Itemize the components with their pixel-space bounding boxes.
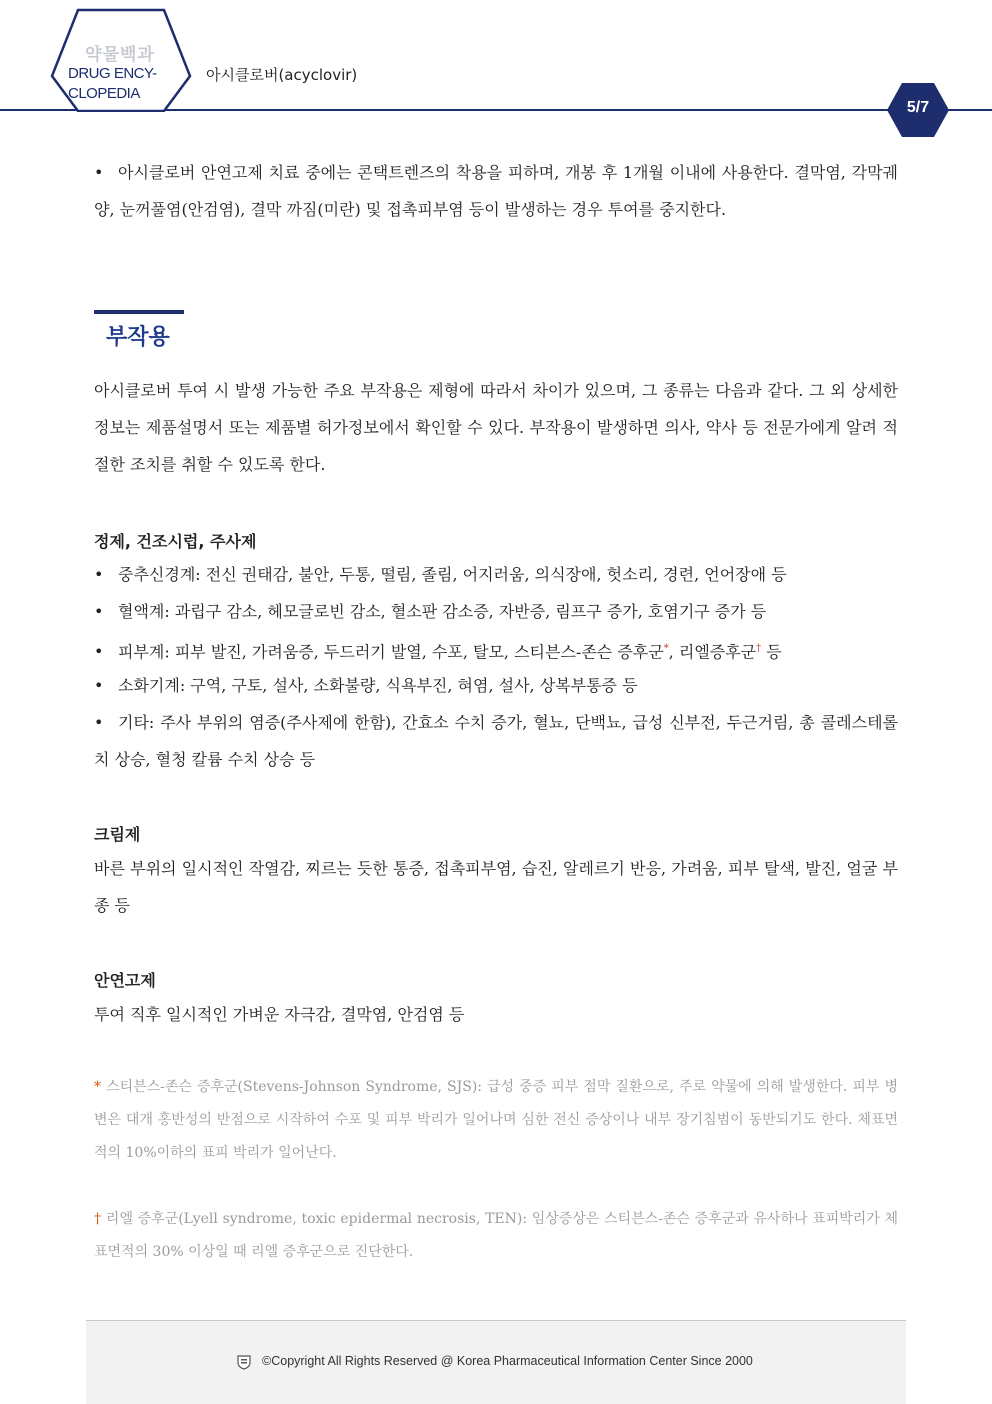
footnote-dagger-mark: †	[94, 1211, 102, 1227]
bullet-icon: •	[94, 713, 104, 732]
footnote-sjs-text: 스티븐스-존슨 증후군(Stevens-Johnson Syndrome, SJS): 급성 중증 피부 점막 질환으로, 주로 약물에 의해 발생한다. 피부 병변은 대개 홍반성의 반점으로 시작하여 수포 및 피부 박리가 일어나며 심한 전신 증상이나 내부 장기침범이 동반되기도 한다. 체표면적의 10%이하의 표피 박리가 일어난다.	[94, 1079, 898, 1161]
bullet-icon: •	[94, 602, 104, 621]
footnote-dagger-mark: †	[756, 643, 762, 654]
section-title: 부작용	[106, 325, 170, 350]
list-item-text: 피부계: 피부 발진, 가려움증, 두드러기 발열, 수포, 탈모, 스티븐스-존슨 증후군	[118, 642, 664, 662]
document-title: 아시클로버(acyclovir)	[206, 66, 358, 84]
logo-english-text	[68, 64, 178, 104]
intro-paragraph	[94, 154, 898, 228]
group-title-cream: 크림제	[94, 825, 141, 844]
footnote-ten	[94, 1203, 898, 1269]
group-title-ointment: 안연고제	[94, 971, 156, 990]
list-item-text: , 리엘증후군	[668, 642, 757, 662]
ointment-effects-text: 투여 직후 일시적인 가벼운 자극감, 결막염, 안검염 등	[94, 1005, 465, 1024]
list-item	[94, 593, 898, 630]
logo-english-line2: CLOPEDIA	[68, 85, 140, 102]
footnote-sjs	[94, 1071, 898, 1170]
list-item	[94, 704, 898, 778]
list-item-text: 기타: 주사 부위의 염증(주사제에 한함), 간효소 수치 증가, 혈뇨, 단백뇨, 급성 신부전, 두근거림, 총 콜레스테롤치 상승, 혈청 칼륨 수치 상승 등	[94, 713, 898, 769]
copyright-text: ©Copyright All Rights Reserved @ Korea Pharmaceutical Information Center Since 2000	[262, 1354, 753, 1368]
list-item-text: 소화기계: 구역, 구토, 설사, 소화불량, 식욕부진, 혀염, 설사, 상복부통증 등	[118, 676, 638, 695]
list-item-text: 혈액계: 과립구 감소, 헤모글로빈 감소, 혈소판 감소증, 자반증, 림프구 증가, 호염기구 증가 등	[118, 602, 767, 621]
footnote-ten-text: 리엘 증후군(Lyell syndrome, toxic epidermal necrosis, TEN): 임상증상은 스티븐스-존슨 증후군과 유사하나 표피박리가 체표면적의 30% 이상일 때 리엘 증후군으로 진단한다.	[94, 1211, 898, 1260]
shield-emblem-icon	[236, 1354, 252, 1370]
bullet-icon: •	[94, 565, 104, 584]
list-item	[94, 556, 898, 593]
footnote-star-mark: *	[94, 1079, 101, 1095]
bullet-icon: •	[94, 163, 104, 182]
cream-effects-text: 바른 부위의 일시적인 작열감, 찌르는 듯한 통증, 접촉피부염, 습진, 알레르기 반응, 가려움, 피부 탈색, 발진, 얼굴 부종 등	[94, 859, 898, 915]
section-intro: 아시클로버 투여 시 발생 가능한 주요 부작용은 제형에 따라서 차이가 있으며, 그 종류는 다음과 같다. 그 외 상세한 정보는 제품설명서 또는 제품별 허가정보에서 확인할 수 있다. 부작용이 발생하면 의사, 약사 등 전문가에게 알려 적절한 조치를 취할 수 있도록 한다.	[94, 381, 898, 474]
bullet-icon: •	[94, 676, 104, 695]
list-item	[94, 667, 898, 704]
logo-english-line1: DRUG ENCY-	[68, 65, 157, 82]
list-item	[94, 630, 898, 670]
logo-korean-text: 약물백과	[85, 45, 155, 65]
intro-text: 아시클로버 안연고제 치료 중에는 콘택트렌즈의 착용을 피하며, 개봉 후 1개월 이내에 사용한다. 결막염, 각막궤양, 눈꺼풀염(안검염), 결막 까짐(미란) 및 접촉피부염 등이 발생하는 경우 투여를 중지한다.	[94, 163, 898, 219]
group-title-tablets: 정제, 건조시럽, 주사제	[94, 532, 257, 551]
list-item-text: 중추신경계: 전신 권태감, 불안, 두통, 떨림, 졸림, 어지러움, 의식장애, 헛소리, 경련, 언어장애 등	[118, 565, 787, 584]
section-accent-bar	[94, 310, 184, 314]
page-number: 5/7	[906, 99, 930, 116]
footnote-star-mark: *	[663, 643, 669, 654]
bullet-icon: •	[94, 642, 104, 662]
list-item-text: 등	[761, 642, 782, 662]
